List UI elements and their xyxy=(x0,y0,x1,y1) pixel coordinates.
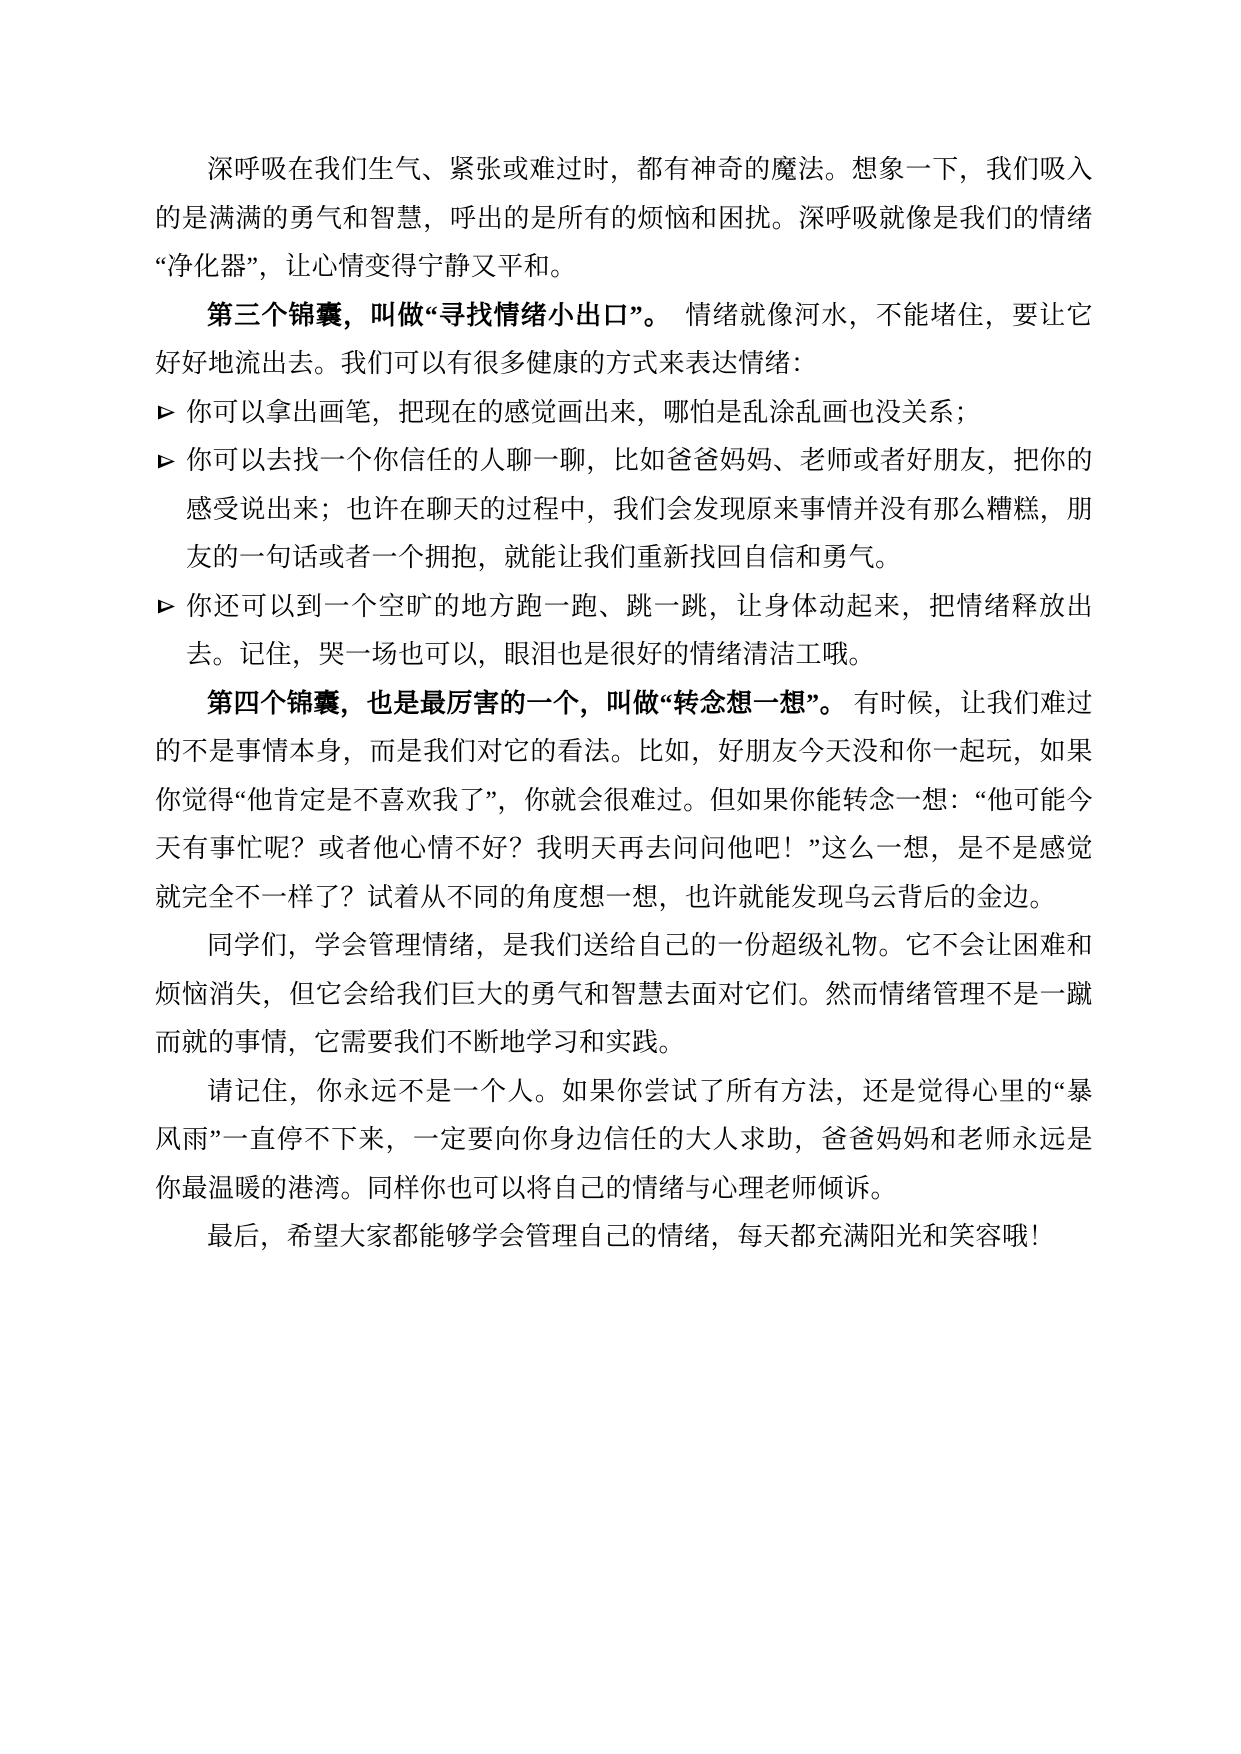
lead-paragraph xyxy=(155,292,1093,389)
arrow-bullet-icon xyxy=(156,437,178,486)
bullet-text: 你可以拿出画笔，把现在的感觉画出来，哪怕是乱涂乱画也没关系； xyxy=(186,397,982,427)
bullet-item xyxy=(155,437,1093,583)
paragraph: 深呼吸在我们生气、紧张或难过时，都有神奇的魔法。想象一下，我们吸入的是满满的勇气和智慧，呼出的是所有的烦恼和困扰。深呼吸就像是我们的情绪“净化器”，让心情变得宁静又平和。 xyxy=(155,155,1093,281)
lead-bold-text: 第四个锦囊，也是最厉害的一个，叫做“转念想一想”。 xyxy=(207,688,847,718)
lead-paragraph xyxy=(155,680,1093,923)
bullet-text: 你可以去找一个你信任的人聊一聊，比如爸爸妈妈、老师或者好朋友，把你的感受说出来；也许在聊天的过程中，我们会发现原来事情并没有那么糟糕，朋友的一句话或者一个拥抱，就能让我们重新找回自信和勇气。 xyxy=(186,446,1093,572)
paragraph: 最后，希望大家都能够学会管理自己的情绪，每天都充满阳光和笑容哦！ xyxy=(207,1222,1056,1251)
paragraph: 请记住，你永远不是一个人。如果你尝试了所有方法，还是觉得心里的“暴风雨”一直停不下来，一定要向你身边信任的大人求助，爸爸妈妈和老师永远是你最温暖的港湾。同样你也可以将自己的情绪与心理老师倾诉。 xyxy=(155,1076,1093,1203)
paragraph: 同学们，学会管理情绪，是我们送给自己的一份超级礼物。它不会让困难和烦恼消失，但它会给我们巨大的勇气和智慧去面对它们。然而情绪管理不是一蹴而就的事情，它需要我们不断地学习和实践。 xyxy=(155,931,1093,1057)
lead-bold-text: 第三个锦囊，叫做“寻找情绪小出口”。 xyxy=(207,300,659,330)
arrow-bullet-icon xyxy=(156,389,178,438)
arrow-bullet-icon xyxy=(156,583,178,632)
bullet-item xyxy=(155,389,1093,438)
document-content xyxy=(155,146,1093,1262)
bullet-text: 你还可以到一个空旷的地方跑一跑、跳一跳，让身体动起来，把情绪释放出去。记住，哭一场也可以，眼泪也是很好的情绪清洁工哦。 xyxy=(186,591,1093,669)
bullet-item xyxy=(155,583,1093,680)
lead-rest-text: 有时候，让我们难过的不是事情本身，而是我们对它的看法。比如，好朋友今天没和你一起玩，如果你觉得“他肯定是不喜欢我了”，你就会很难过。但如果你能转念一想：“他可能今天有事忙呢？或者他心情不好？我明天再去问问他吧！”这么一想，是不是感觉就完全不一样了？试着从不同的角度想一想，也许就能发现乌云背后的金边。 xyxy=(155,688,1093,912)
lead-rest-text: 情绪就像河水，不能堵住，要让它好好地流出去。我们可以有很多健康的方式来表达情绪： xyxy=(155,300,1093,378)
